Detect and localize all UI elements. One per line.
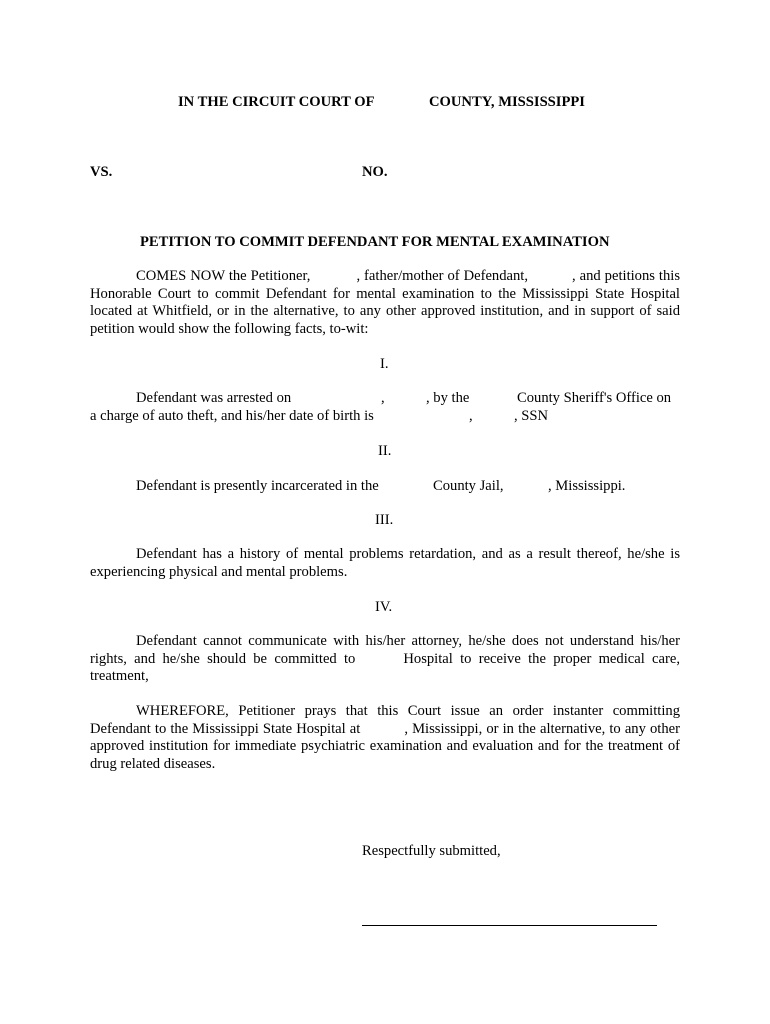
caption-case-number: NO.	[362, 164, 388, 180]
caption-vs: VS.	[90, 164, 113, 180]
s1-by-the-text: , by the	[426, 390, 470, 406]
intro-text-1: COMES NOW the Petitioner,	[136, 268, 311, 284]
section-3-paragraph: Defendant has a history of mental problems retardation, and as a result thereof, he/she is experiencing physical and mental problems.	[90, 546, 680, 580]
section-number-1: I.	[380, 356, 389, 372]
document-title: PETITION TO COMMIT DEFENDANT FOR MENTAL EXAMINATION	[140, 234, 610, 250]
signature-closing: Respectfully submitted,	[362, 843, 501, 859]
s1-comma-1: ,	[381, 390, 385, 406]
court-heading-suffix: COUNTY, MISSISSIPPI	[429, 94, 585, 110]
s2-incarcerated-text: Defendant is presently incarcerated in the	[136, 478, 379, 494]
section-number-2: II.	[378, 443, 392, 459]
wherefore-paragraph	[90, 703, 680, 773]
section-number-4: IV.	[375, 599, 393, 615]
intro-text-3: , and petitions this Honorable Court to commit Defendant for mental examination to the Mississippi State Hospital located at Whitfield, or in the alternative, to any other approved institution, and in support of said petition would show the following facts, to-wit:	[90, 268, 681, 337]
section-number-3: III.	[375, 512, 394, 528]
s1-comma-2: ,	[469, 408, 473, 424]
s1-charge-text: a charge of auto theft, and his/her date of birth is	[90, 408, 374, 424]
s1-sheriff-office-text: County Sheriff's Office on	[517, 390, 672, 406]
s4-text-1: Defendant cannot communicate with his/her attorney, he/she does not understand his/her rights, and he/she should be committed to	[90, 633, 680, 667]
section-4-paragraph	[90, 633, 680, 686]
court-heading-prefix: IN THE CIRCUIT COURT OF	[178, 94, 375, 110]
s2-mississippi-text: , Mississippi.	[548, 478, 626, 494]
s1-ssn-text: , SSN	[514, 408, 549, 424]
s4-text-2: Hospital to receive the proper medical care, treatment,	[90, 650, 680, 684]
wherefore-text-2: , Mississippi, or in the alternative, to any other approved institution for immediate psychiatric examination and evaluation and for the treatment of drug related diseases.	[90, 720, 680, 772]
s2-county-jail-text: County Jail,	[433, 478, 504, 494]
intro-text-2: , father/mother of Defendant,	[356, 268, 529, 284]
signature-line	[362, 925, 657, 926]
s1-arrested-text: Defendant was arrested on	[136, 390, 292, 406]
wherefore-text-1: WHEREFORE, Petitioner prays that this Court issue an order instanter committing Defendant to the Mississippi State Hospital at	[90, 703, 680, 737]
intro-paragraph	[90, 268, 680, 338]
